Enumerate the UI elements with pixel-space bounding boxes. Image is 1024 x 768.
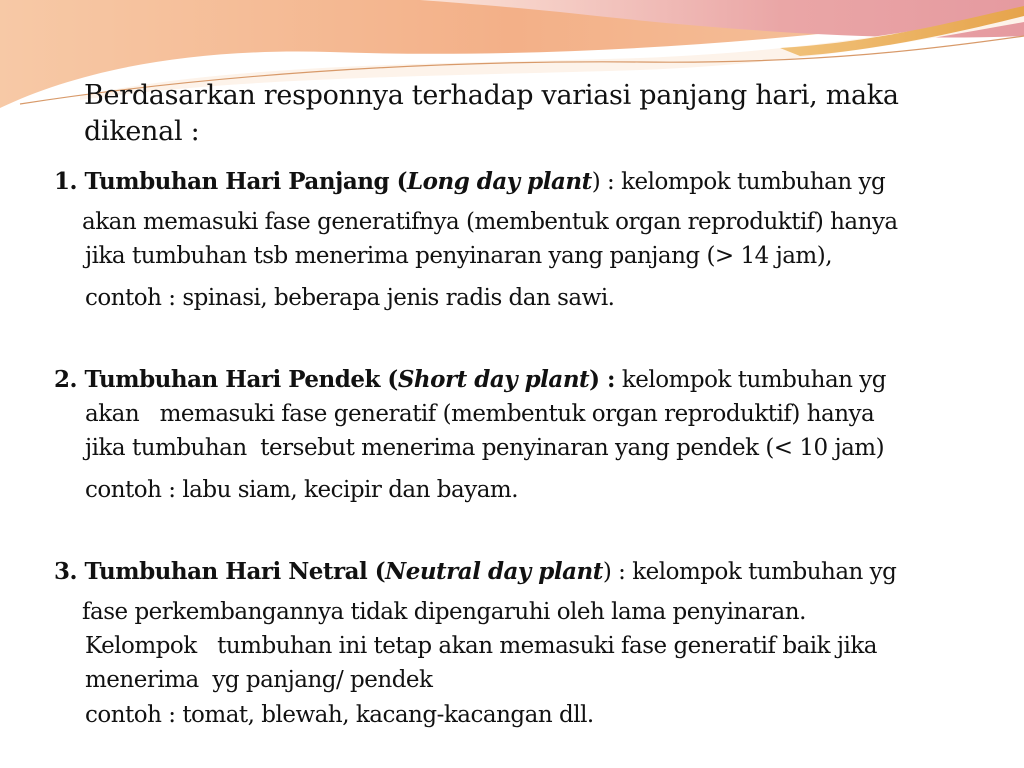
item-3-heading	[54, 558, 896, 586]
intro-line-2: dikenal :	[84, 116, 200, 147]
item-2-line-2: akan memasuki fase generatif (membentuk organ reproduktif) hanya	[85, 401, 875, 427]
item-1-heading-rest: : kelompok tumbuhan yg	[600, 169, 886, 195]
item-3-heading-rest: : kelompok tumbuhan yg	[611, 559, 897, 585]
item-2-heading-prefix: 2. Tumbuhan Hari Pendek (	[54, 366, 398, 393]
item-2-heading-close: ) :	[589, 366, 616, 393]
item-1-example: contoh : spinasi, beberapa jenis radis dan sawi.	[85, 285, 615, 311]
item-1-line-2: akan memasuki fase generatifnya (membentuk organ reproduktif) hanya	[82, 209, 898, 235]
item-2-heading-rest: kelompok tumbuhan yg	[615, 367, 887, 393]
item-3-line-2: fase perkembangannya tidak dipengaruhi oleh lama penyinaran.	[82, 599, 806, 625]
item-3-heading-prefix: 3. Tumbuhan Hari Netral (	[54, 558, 386, 585]
item-1-heading	[54, 168, 885, 196]
item-1-heading-prefix: 1. Tumbuhan Hari Panjang (	[54, 168, 407, 195]
item-1-line-3: jika tumbuhan tsb menerima penyinaran yang panjang (> 14 jam),	[85, 243, 833, 269]
item-3-heading-close: )	[602, 559, 612, 585]
item-3-line-3: Kelompok tumbuhan ini tetap akan memasuki fase generatif baik jika	[85, 633, 878, 659]
item-3-example: contoh : tomat, blewah, kacang-kacangan dll.	[85, 702, 594, 728]
item-1-heading-close: )	[591, 169, 601, 195]
item-1-heading-italic: Long day plant	[406, 168, 592, 195]
intro-line-1: Berdasarkan responnya terhadap variasi panjang hari, maka	[84, 80, 899, 111]
item-3-line-4: menerima yg panjang/ pendek	[85, 667, 433, 693]
item-2-line-3: jika tumbuhan tersebut menerima penyinaran yang pendek (< 10 jam)	[85, 435, 885, 461]
item-3-heading-italic: Neutral day plant	[385, 558, 603, 585]
item-2-example: contoh : labu siam, kecipir dan bayam.	[85, 477, 519, 503]
item-2-heading-italic: Short day plant	[397, 366, 590, 393]
item-2-heading	[54, 366, 886, 394]
